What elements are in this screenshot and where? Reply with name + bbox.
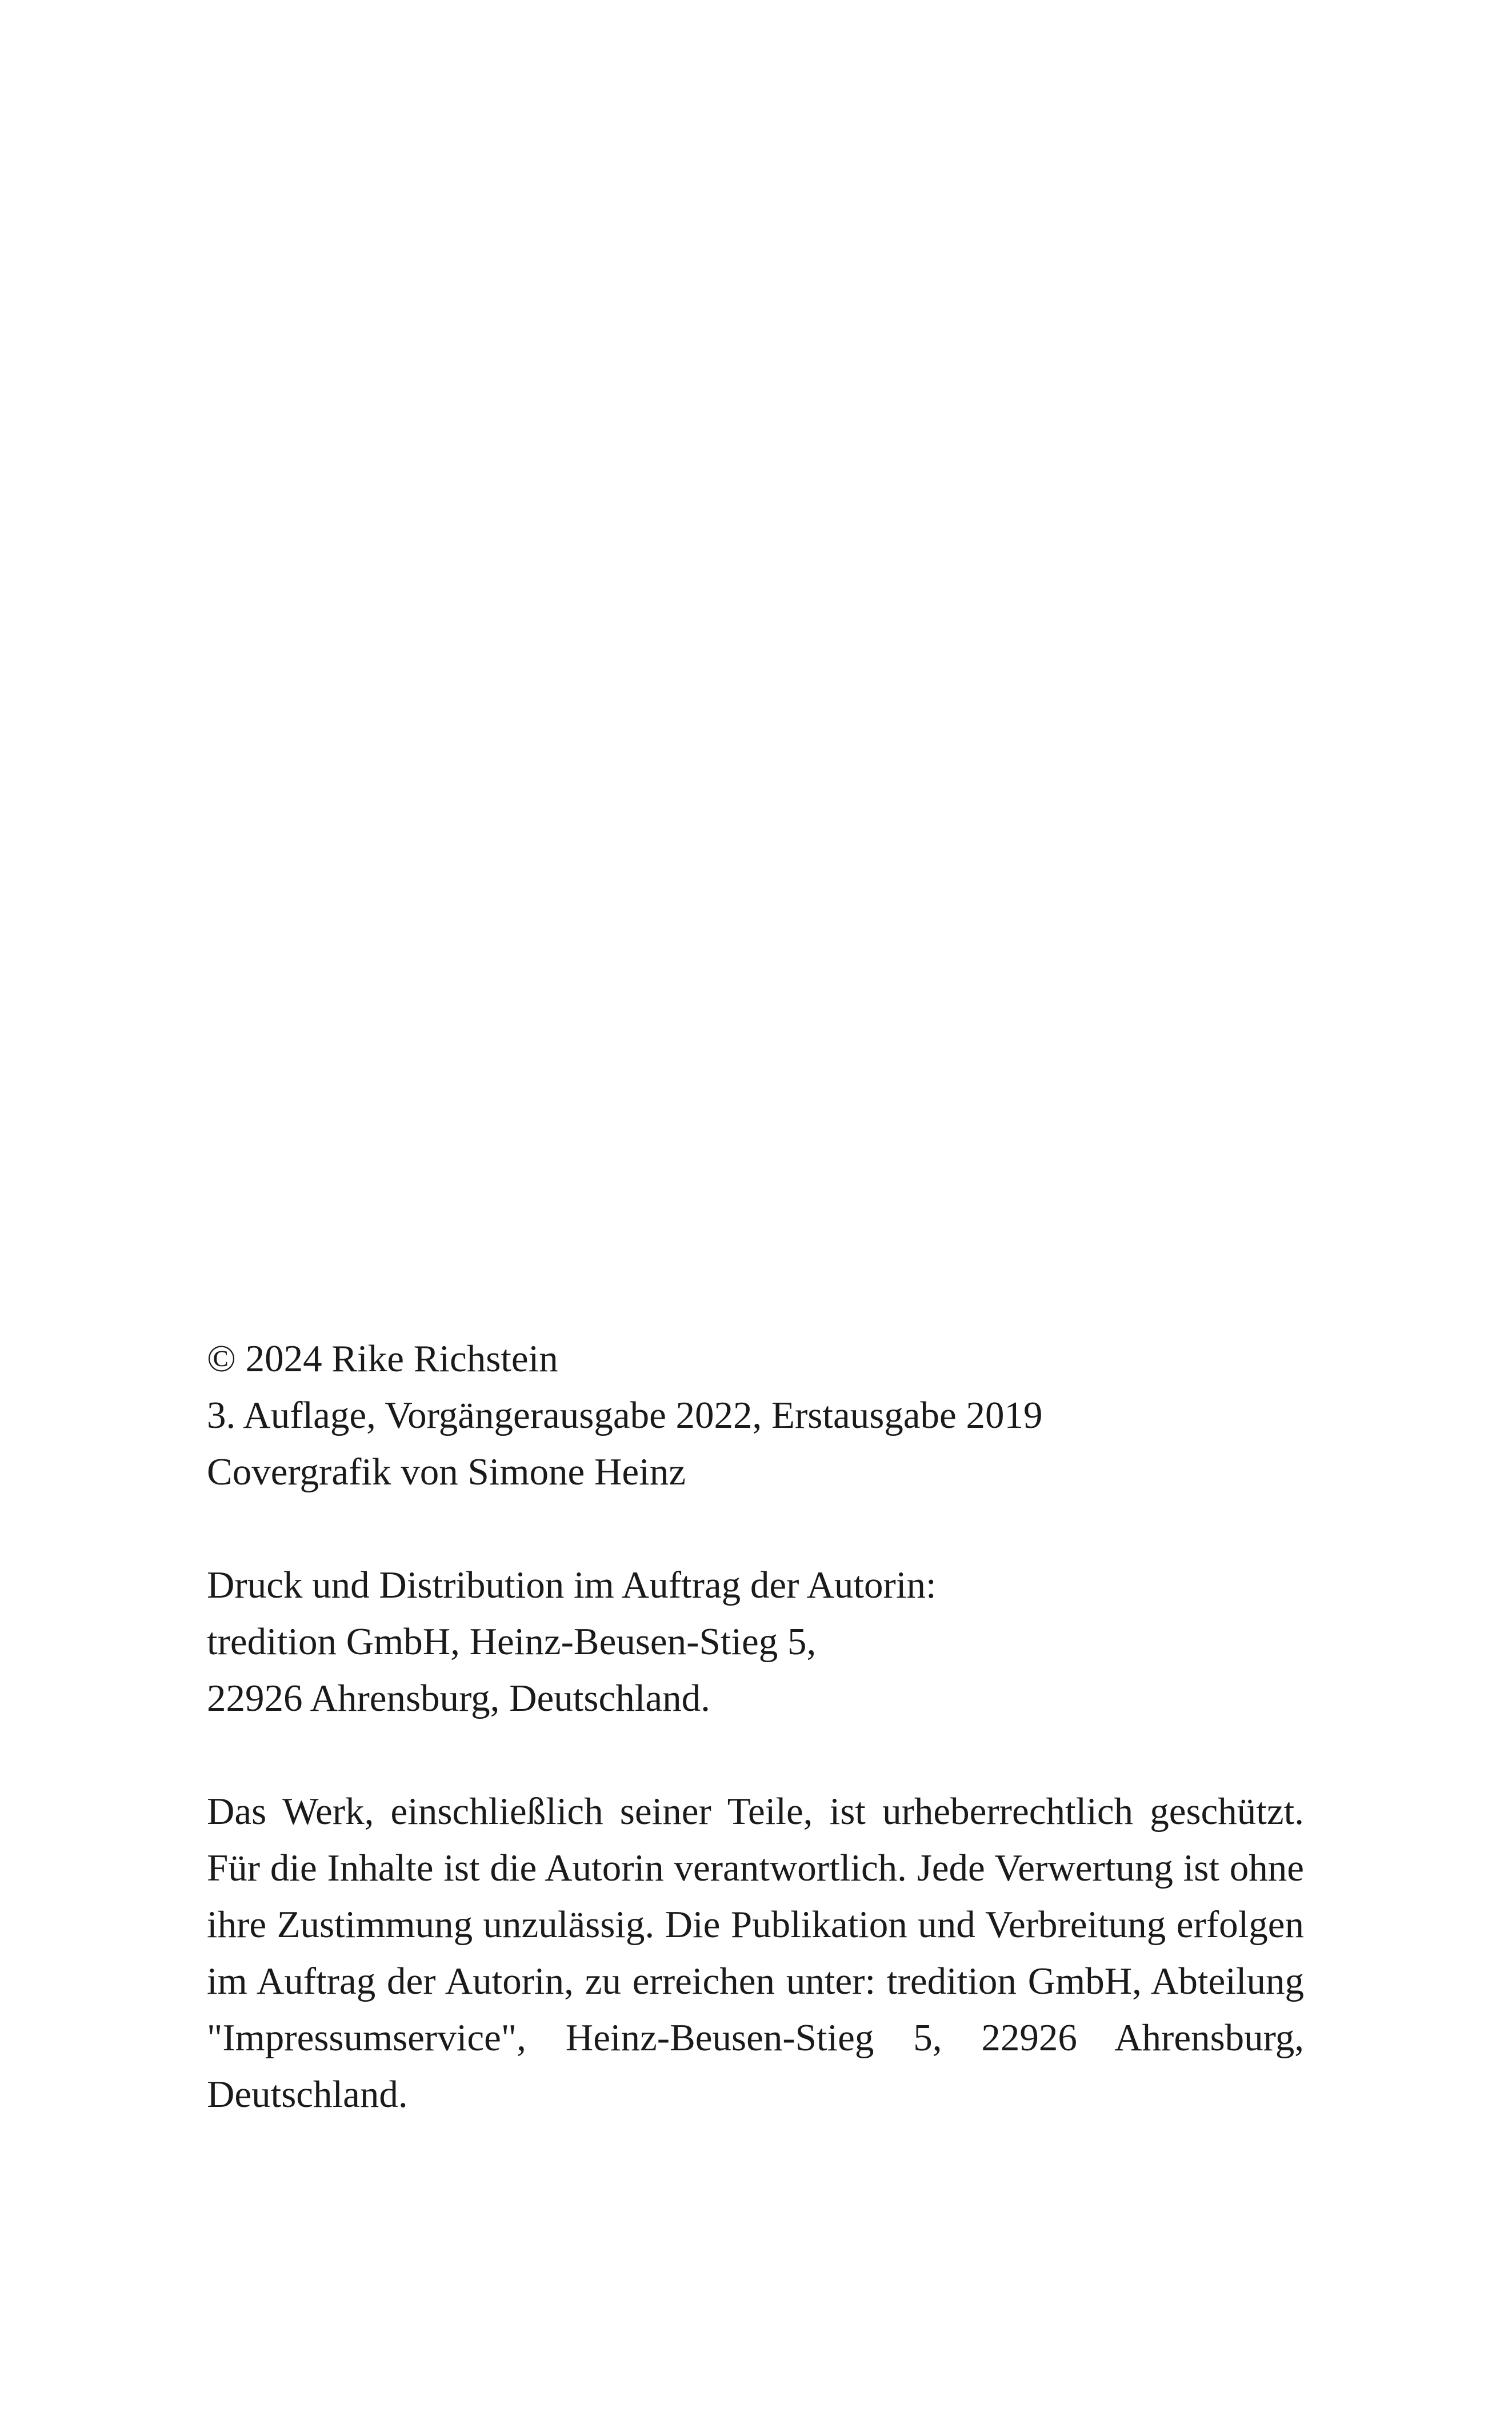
printing-block	[207, 1557, 1304, 1727]
printing-heading: Druck und Distribution im Auftrag der Autorin:	[207, 1564, 937, 1606]
copyright-line: © 2024 Rike Richstein	[207, 1338, 558, 1380]
copyright-block	[207, 1331, 1304, 1500]
publisher-address-street: tredition GmbH, Heinz-Beusen-Stieg 5,	[207, 1620, 817, 1663]
cover-credit-line: Covergrafik von Simone Heinz	[207, 1451, 686, 1493]
edition-line: 3. Auflage, Vorgängerausgabe 2022, Erstausgabe 2019	[207, 1394, 1043, 1436]
publisher-address-city: 22926 Ahrensburg, Deutschland.	[207, 1677, 710, 1719]
copyright-notice: Das Werk, einschließlich seiner Teile, ist urheberrechtlich geschützt. Für die Inhalte ist die Autorin verantwortlich. Jede Verwertung ist ohne ihre Zustimmung unzulässig. Die Publikation und Verbreitung erfolgen im Auftrag der Autorin, zu erreichen unter: tredition GmbH, Abteilung "Impressumservice", Heinz-Beusen-Stieg 5, 22926 Ahrensburg, Deutschland.	[207, 1790, 1304, 2115]
imprint-section	[207, 1331, 1304, 2123]
